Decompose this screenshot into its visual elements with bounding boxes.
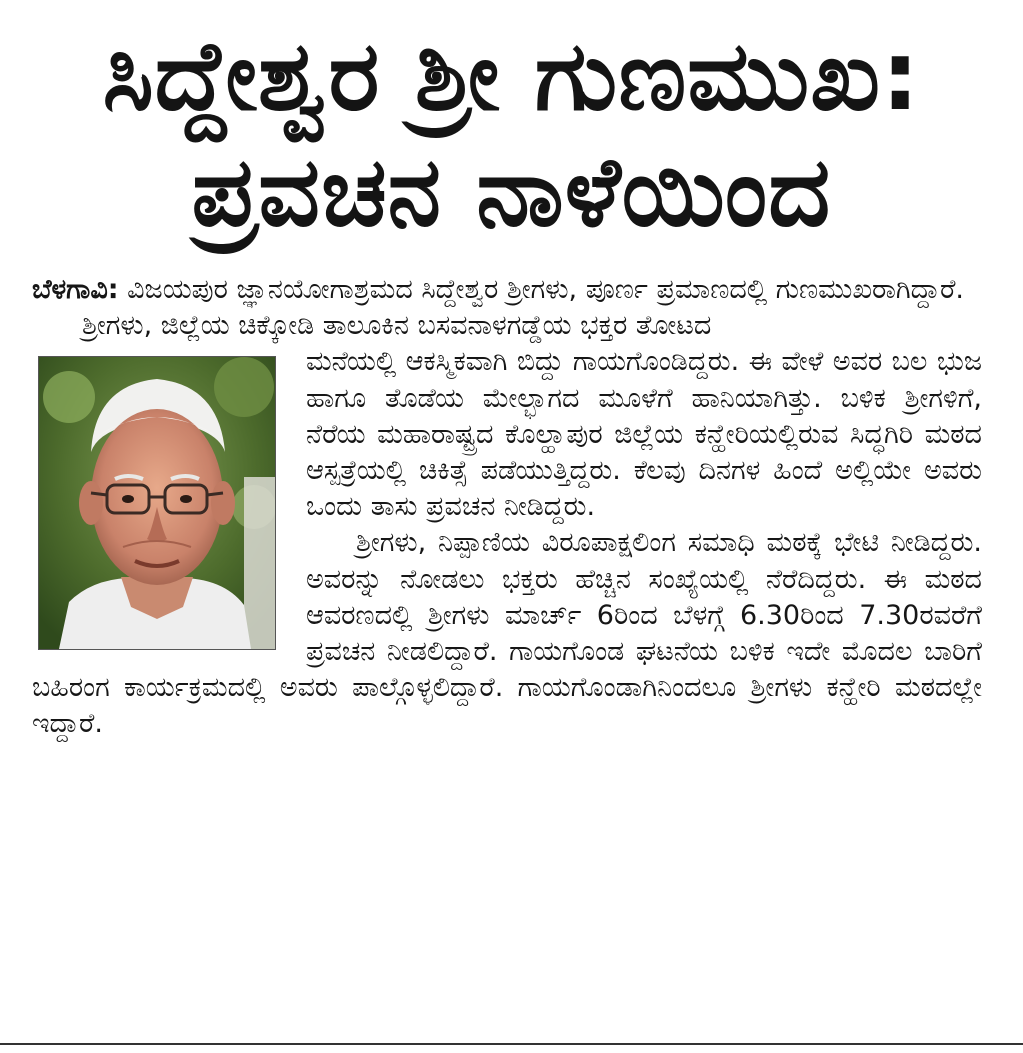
headline bbox=[24, 18, 999, 250]
lead-text: ವಿಜಯಪುರ ಜ್ಞಾನಯೋಗಾಶ್ರಮದ ಸಿದ್ದೇಶ್ವರ ಶ್ರೀಗಳು, ಪೂರ್ಣ ಪ್ರಮಾಣದಲ್ಲಿ ಗುಣಮುಖರಾಗಿದ್ದಾರೆ. bbox=[118, 274, 964, 305]
dateline: ಬೆಳಗಾವಿ: bbox=[32, 274, 119, 305]
paragraph-3: ಶ್ರೀಗಳು, ನಿಪ್ಪಾಣಿಯ ವಿರೂಪಾಕ್ಷಲಿಂಗ ಸಮಾಧಿ ಮಠಕ್ಕೆ ಭೇಟಿ ನೀಡಿದ್ದರು. ಅವರನ್ನು ನೋಡಲು ಭಕ್ತರು ಹೆಚ್ಚಿನ ಸಂಖ್ಯೆಯಲ್ಲಿ ನೆರೆದಿದ್ದರು. ಈ ಮಠದ ಆವರಣದಲ್ಲಿ ಶ್ರೀಗಳು ಮಾರ್ಚ್ 6ರಿಂದ ಬೆಳಗ್ಗೆ 6.30ರಿಂದ 7.30ರವರೆಗೆ ಪ್ರವಚನ ನೀಡಲಿದ್ದಾರೆ. ಗಾಯಗೊಂಡ ಘಟನೆಯ ಬಳಿಕ ಇದೇ ಮೊದಲ ಬಾರಿಗೆ ಬಹಿರಂಗ ಕಾರ್ಯಕ್ರಮದಲ್ಲಿ ಅವರು ಪಾಲ್ಗೊಳ್ಳಲಿದ್ದಾರೆ. ಗಾಯಗೊಂಡಾಗಿನಿಂದಲೂ ಶ್ರೀಗಳು ಕನ್ಹೇರಿ ಮಠದಲ್ಲೇ ಇದ್ದಾರೆ. bbox=[32, 527, 982, 740]
article-body bbox=[32, 272, 982, 743]
paragraph-2-intro: ಶ್ರೀಗಳು, ಜಿಲ್ಲೆಯ ಚಿಕ್ಕೋಡಿ ತಾಲೂಕಿನ ಬಸವನಾಳಗಡ್ಡೆಯ ಭಕ್ತರ ತೋಟದ bbox=[82, 310, 712, 342]
headline-line-2: ಪ್ರವಚನ ನಾಳೆಯಿಂದ bbox=[191, 136, 832, 248]
lead-paragraph bbox=[32, 272, 982, 308]
headline-line-1: ಸಿದ್ದೇಶ್ವರ ಶ್ರೀ ಗುಣಮುಖ: bbox=[102, 20, 921, 132]
portrait-photo bbox=[38, 356, 276, 650]
portrait-photo-image bbox=[39, 357, 275, 649]
paragraph-2-continued: ಮನೆಯಲ್ಲಿ ಆಕಸ್ಮಿಕವಾಗಿ ಬಿದ್ದು ಗಾಯಗೊಂಡಿದ್ದರು. ಈ ವೇಳೆ ಅವರ ಬಲ ಭುಜ ಹಾಗೂ ತೊಡೆಯ ಮೇಲ್ಭಾಗದ ಮೂಳೆಗೆ ಹಾನಿಯಾಗಿತ್ತು. ಬಳಿಕ ಶ್ರೀಗಳಿಗೆ, ನೆರೆಯ ಮಹಾರಾಷ್ಟ್ರದ ಕೊಲ್ಹಾಪುರ ಜಿಲ್ಲೆಯ ಕನ್ಹೇರಿಯಲ್ಲಿರುವ ಸಿದ್ಧಗಿರಿ ಮಠದ ಆಸ್ಪತ್ರೆಯಲ್ಲಿ ಚಿಕಿತ್ಸೆ ಪಡೆಯುತ್ತಿದ್ದರು. ಕೆಲವು ದಿನಗಳ ಹಿಂದೆ ಅಲ್ಲಿಯೇ ಅವರು ಒಂದು ತಾಸು ಪ್ರವಚನ ನೀಡಿದ್ದರು. bbox=[306, 346, 982, 523]
bottom-rule-divider bbox=[0, 1043, 1023, 1045]
